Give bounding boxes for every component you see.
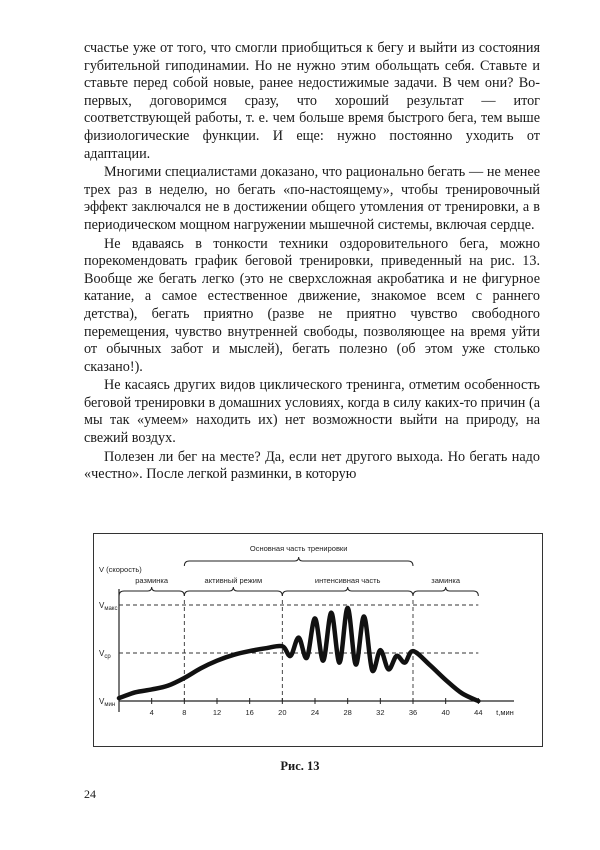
phase-brace	[119, 587, 184, 596]
phase-brace	[282, 587, 413, 596]
figure-caption: Рис. 13	[280, 759, 320, 773]
x-axis-title: t,мин	[496, 708, 514, 717]
paragraph: Многими специалистами доказано, что рационально бегать — не менее трех раз в неделю, но бегать «по-настоящему», чтобы тренировочный эффект заключался не в достижении общего утомления от тренировки, а в периодическом мощном нагружении мышечной системы, включая сердце.	[84, 164, 540, 233]
chart-svg	[94, 534, 542, 746]
phase-brace	[413, 587, 478, 596]
x-tick-label: 4	[149, 708, 154, 717]
training-chart	[93, 533, 543, 747]
speed-curve	[119, 608, 478, 701]
x-tick-label: 16	[245, 708, 254, 717]
x-tick-label: 44	[474, 708, 483, 717]
phase-label: разминка	[135, 576, 169, 585]
phase-group-brace	[184, 557, 413, 566]
x-tick-label: 32	[376, 708, 385, 717]
x-tick-label: 24	[310, 708, 320, 717]
x-tick-label: 36	[408, 708, 418, 717]
phase-label: заминка	[431, 576, 461, 585]
x-tick-label: 28	[343, 708, 352, 717]
y-tick-label: $V_{мин}$	[99, 697, 116, 708]
body-text	[84, 40, 540, 484]
phase-label: активный режим	[204, 576, 263, 585]
x-tick-label: 20	[278, 708, 287, 717]
paragraph: счастье уже от того, что смогли приобщиться к бегу и выйти из состояния губительной гиподинамии. Но не нужно этим обольщать себя. Ставьте и ставьте перед собой новые, ранее недостижимые задачи. В чем они? Во-первых, договоримся сразу, что хороший результат — итог соответствующей работы, т. е. чем больше время быстрого бега, тем выше физиологические функции. И еще: нужно постоянно уходить от адаптации.	[84, 40, 540, 162]
page-number: 24	[84, 787, 96, 801]
x-tick-label: 40	[441, 708, 450, 717]
phase-brace	[184, 587, 282, 596]
y-tick-label: $V_{макс}$	[99, 601, 118, 612]
y-axis-title: V (скорость)	[99, 565, 142, 574]
paragraph: Полезен ли бег на месте? Да, если нет другого выхода. Но бегать надо «честно». После легкой разминки, в которую	[84, 448, 540, 483]
x-tick-label: 12	[212, 708, 222, 717]
paragraph: Не вдаваясь в тонкости техники оздоровительного бега, можно порекомендовать график беговой тренировки, приведенный на рис. 13. Вообще же бегать легко (это не сверхсложная акробатика и не фигурное катание, а самое естественное движение, знакомое всем с раннего детства), бегать приятно (разве не приятно чувство свободного перемещения, чувство внутренней свободы, позволяющее на время уйти от обычных забот и мыслей), бегать полезно (об этом уже столько сказано!).	[84, 235, 540, 375]
y-tick-label: $V_{ср}$	[99, 649, 111, 660]
phase-group-label: Основная часть тренировки	[249, 544, 348, 553]
phase-label: интенсивная часть	[314, 576, 381, 585]
paragraph: Не касаясь других видов циклического тренинга, отметим особенность беговой тренировки в домашних условиях, когда в силу каких-то причин (а мы так «умеем» находить их) нет возможности выйти на природу, на свежий воздух.	[84, 377, 540, 447]
x-tick-label: 8	[182, 708, 187, 717]
